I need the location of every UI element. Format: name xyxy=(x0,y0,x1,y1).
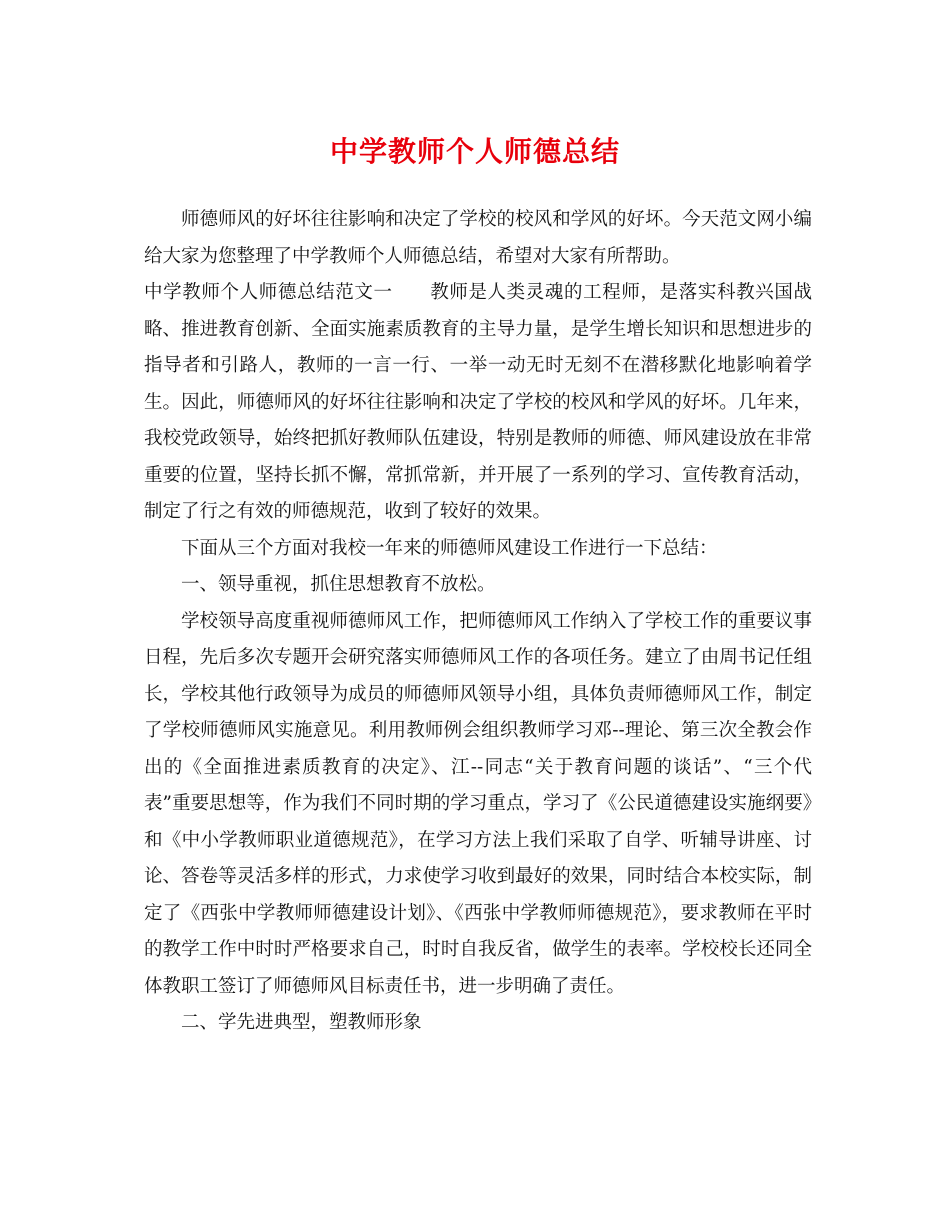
sample-essay-text: 教师是人类灵魂的工程师，是落实科教兴国战略、推进教育创新、全面实施素质教育的主导力量，是学生增长知识和思想进步的指导者和引路人，教师的一言一行、一举一动无时无刻不在潜移默化地影响着学生。因此，师德师风的好坏往往影响和决定了学校的校风和学风的好坏。几年来，我校党政领导，始终把抓好教师队伍建设，特别是教师的师德、师风建设放在非常重要的位置，坚持长抓不懈，常抓常新，并开展了一系列的学习、宣传教育活动，制定了行之有效的师德规范，收到了较好的效果。 xyxy=(144,282,812,522)
summary-lead-paragraph: 下面从三个方面对我校一年来的师德师风建设工作进行一下总结： xyxy=(181,537,718,559)
section-1-paragraph: 学校领导高度重视师德师风工作，把师德师风工作纳入了学校工作的重要议事日程，先后多次专题开会研究落实师德师风工作的各项任务。建立了由周书记任组长，学校其他行政领导为成员的师德师风领导小组，具体负责师德师风工作，制定了学校师德师风实施意见。利用教师例会组织教师学习邓--理论、第三次全教会作出的《全面推进素质教育的决定》、江--同志“关于教育问题的谈话”、“三个代表”重要思想等，作为我们不同时期的学习重点，学习了《公民道德建设实施纲要》和《中小学教师职业道德规范》，在学习方法上我们采取了自学、听辅导讲座、讨论、答卷等灵活多样的形式，力求使学习收到最好的效果，同时结合本校实际，制定了《西张中学教师师德建设计划》、《西张中学教师师德规范》，要求教师在平时的教学工作中时时严格要求自己，时时自我反省，做学生的表率。学校校长还同全体教职工签订了师德师风目标责任书，进一步明确了责任。 xyxy=(144,610,812,997)
document-body xyxy=(144,202,812,1042)
sample-essay-heading: 中学教师个人师德总结范文一 xyxy=(144,282,393,303)
section-heading-2: 二、学先进典型，塑教师形象 xyxy=(181,1012,422,1033)
document-title: 中学教师个人师德总结 xyxy=(329,135,620,168)
intro-paragraph: 师德师风的好坏往往影响和决定了学校的校风和学风的好坏。今天范文网小编给大家为您整理了中学教师个人师德总结，希望对大家有所帮助。 xyxy=(144,209,812,267)
section-heading-1: 一、领导重视，抓住思想教育不放松。 xyxy=(181,574,496,595)
sample-essay-paragraph xyxy=(144,275,812,531)
